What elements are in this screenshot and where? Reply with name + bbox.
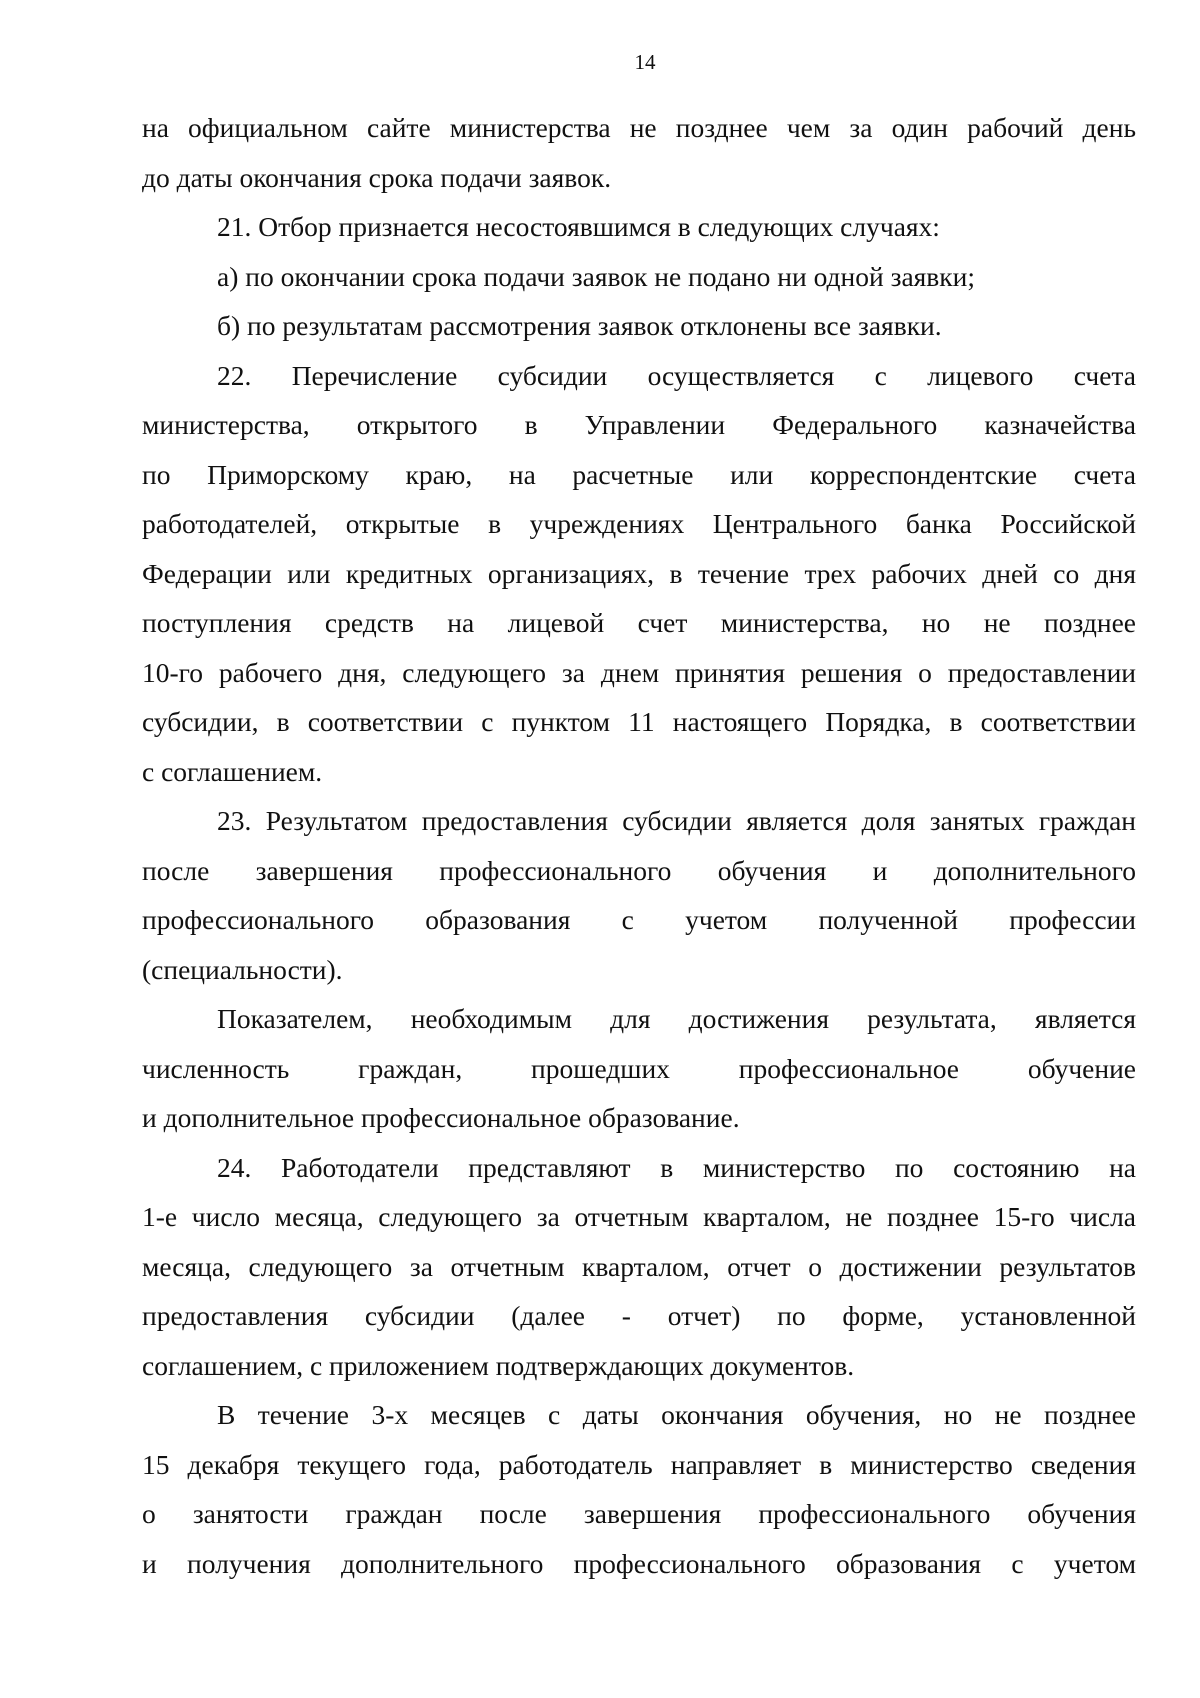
paragraph-21: 21. Отбор признается несостоявшимся в следующих случаях:: [217, 211, 940, 242]
text-line: о занятости граждан после завершения профессионального обучения: [142, 1498, 1136, 1529]
text-line: профессионального образования с учетом полученной профессии: [142, 904, 1136, 935]
text-line: до даты окончания срока подачи заявок.: [142, 161, 612, 193]
text-line: предоставления субсидии (далее - отчет) по форме, установленной: [142, 1300, 1136, 1331]
paragraph-reporting: В течение 3-х месяцев с даты окончания обучения, но не позднее: [217, 1399, 1136, 1430]
text-line: месяца, следующего за отчетным кварталом, отчет о достижении результатов: [142, 1250, 1136, 1282]
page-number: 14: [634, 50, 656, 74]
document-body: [142, 103, 1136, 1588]
paragraph-23: 23. Результатом предоставления субсидии является доля занятых граждан: [217, 805, 1136, 836]
text-line: на официальном сайте министерства не позднее чем за один рабочий день: [142, 112, 1136, 143]
paragraph-22: 22. Перечисление субсидии осуществляется с лицевого счета: [217, 359, 1136, 391]
paragraph-indicator: Показателем, необходимым для достижения результата, является: [217, 1003, 1136, 1034]
text-line: субсидии, в соответствии с пунктом 11 настоящего Порядка, в соответствии: [142, 706, 1136, 737]
text-line: Федерации или кредитных организациях, в течение трех рабочих дней со дня: [142, 557, 1136, 589]
text-line: поступления средств на лицевой счет министерства, но не позднее: [142, 607, 1136, 638]
text-line: после завершения профессионального обучения и дополнительного: [142, 854, 1136, 886]
text-line: и дополнительное профессиональное образование.: [142, 1102, 740, 1133]
text-line: по Приморскому краю, на расчетные или корреспондентские счета: [142, 458, 1136, 490]
text-line: 1-е число месяца, следующего за отчетным кварталом, не позднее 15-го числа: [142, 1201, 1136, 1232]
text-line: (специальности).: [142, 953, 343, 985]
list-item-a: а) по окончании срока подачи заявок не подано ни одной заявки;: [217, 260, 975, 292]
text-line: и получения дополнительного профессионального образования с учетом: [142, 1547, 1136, 1579]
text-line: 15 декабря текущего года, работодатель направляет в министерство сведения: [142, 1448, 1136, 1480]
text-line: соглашением, с приложением подтверждающих документов.: [142, 1349, 855, 1381]
list-item-b: б) по результатам рассмотрения заявок отклонены все заявки.: [217, 310, 942, 341]
text-line: 10-го рабочего дня, следующего за днем принятия решения о предоставлении: [142, 656, 1136, 688]
text-line: численность граждан, прошедших профессиональное обучение: [142, 1052, 1136, 1084]
text-line: с соглашением.: [142, 755, 323, 787]
text-line: министерства, открытого в Управлении Федерального казначейства: [142, 409, 1136, 440]
paragraph-24: 24. Работодатели представляют в министерство по состоянию на: [217, 1151, 1136, 1183]
text-line: работодателей, открытые в учреждениях Центрального банка Российской: [142, 508, 1136, 539]
